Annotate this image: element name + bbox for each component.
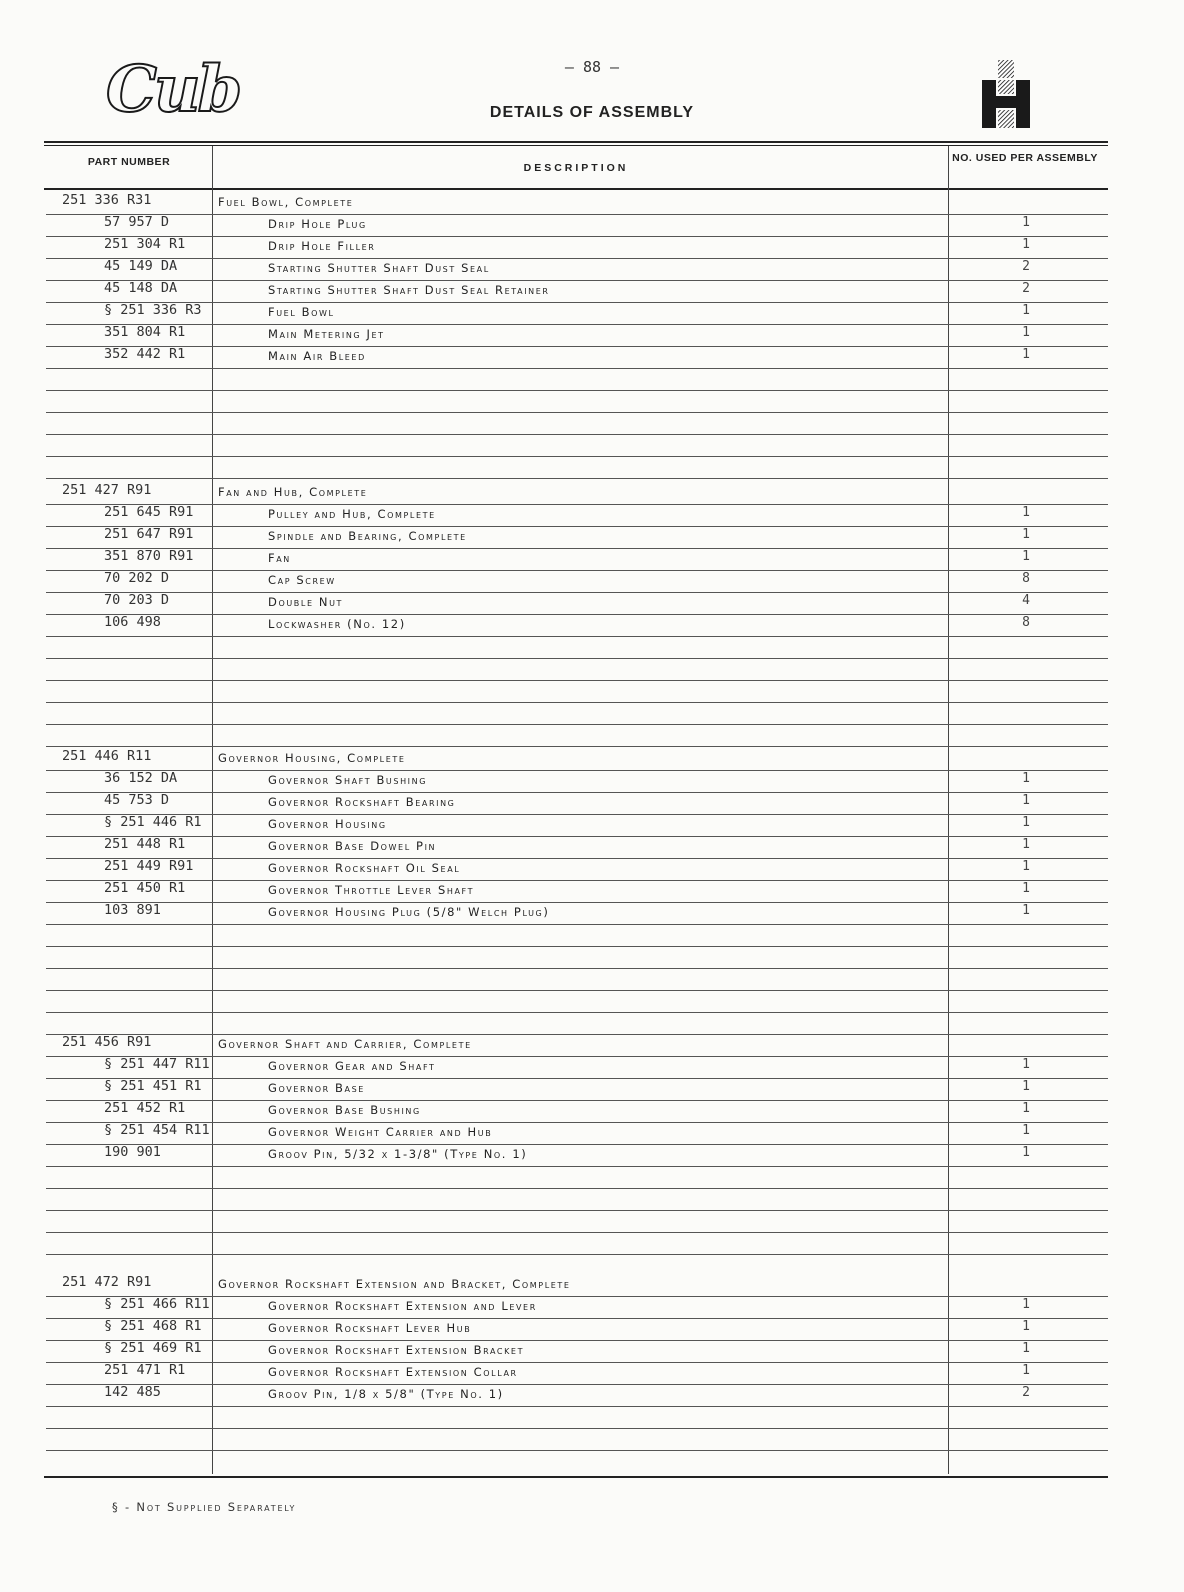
- table-row: [46, 570, 1108, 593]
- part-number: 251 449 R91: [104, 858, 194, 874]
- header-top-rule: [44, 141, 1108, 143]
- table-row: [46, 258, 1108, 281]
- part-number: 352 442 R1: [104, 346, 186, 362]
- part-description: Governor Housing Plug (5/8" Welch Plug): [268, 905, 550, 919]
- part-description: Governor Housing: [268, 817, 387, 831]
- part-description: Fuel Bowl, Complete: [218, 195, 354, 209]
- blank-row: [46, 924, 1108, 947]
- blank-row: [46, 946, 1108, 969]
- table-row: [46, 880, 1108, 903]
- part-number: 251 471 R1: [104, 1362, 186, 1378]
- part-description: Governor Base Dowel Pin: [268, 839, 437, 853]
- table-row: [46, 902, 1108, 925]
- part-number: § 251 446 R1: [104, 814, 202, 830]
- quantity-value: 1: [1022, 347, 1030, 362]
- part-number: 251 645 R91: [104, 504, 194, 520]
- table-row: [46, 770, 1108, 793]
- part-number: 351 870 R91: [104, 548, 194, 564]
- blank-row: [46, 702, 1108, 725]
- quantity-value: 8: [1022, 571, 1030, 586]
- part-number: 251 647 R91: [104, 526, 194, 542]
- quantity-value: 1: [1022, 325, 1030, 340]
- part-description: Fan: [268, 551, 291, 565]
- part-description: Governor Rockshaft Oil Seal: [268, 861, 461, 875]
- part-number: 351 804 R1: [104, 324, 186, 340]
- quantity-value: 1: [1022, 1101, 1030, 1116]
- part-number: 251 304 R1: [104, 236, 186, 252]
- part-description: Governor Shaft Bushing: [268, 773, 428, 787]
- table-row: [46, 324, 1108, 347]
- part-description: Governor Weight Carrier and Hub: [268, 1125, 493, 1139]
- table-row: [46, 302, 1108, 325]
- quantity-value: 1: [1022, 527, 1030, 542]
- table-row: [46, 548, 1108, 571]
- part-description: Cap Screw: [268, 573, 336, 587]
- assembly-header-row: [46, 748, 1108, 771]
- part-number: § 251 466 R11: [104, 1296, 210, 1312]
- blank-row: [46, 434, 1108, 457]
- part-description: Fuel Bowl: [268, 305, 335, 319]
- column-header-description: DESCRIPTION: [523, 162, 629, 174]
- table-row: [46, 858, 1108, 881]
- blank-row: [46, 968, 1108, 991]
- page-title: DETAILS OF ASSEMBLY: [489, 104, 695, 121]
- table-row: [46, 1340, 1108, 1363]
- assembly-header-row: [46, 192, 1108, 215]
- table-row: [46, 214, 1108, 237]
- assembly-header-row: [46, 1034, 1108, 1057]
- part-number: § 251 468 R1: [104, 1318, 202, 1334]
- part-description: Fan and Hub, Complete: [218, 485, 368, 499]
- quantity-value: 1: [1022, 1057, 1030, 1072]
- part-description: Governor Rockshaft Extension and Bracket, Complete: [218, 1277, 571, 1291]
- part-number: 70 202 D: [104, 570, 170, 586]
- blank-row: [46, 1012, 1108, 1035]
- part-description: Spindle and Bearing, Complete: [268, 529, 467, 543]
- part-description: Governor Shaft and Carrier, Complete: [218, 1037, 472, 1051]
- part-number: 251 452 R1: [104, 1100, 186, 1116]
- ih-brand-logo: [982, 60, 1030, 130]
- table-row: [46, 1056, 1108, 1079]
- table-row: [46, 1144, 1108, 1167]
- blank-row: [46, 456, 1108, 479]
- part-description: Governor Gear and Shaft: [268, 1059, 436, 1073]
- part-description: Drip Hole Filler: [268, 239, 376, 253]
- quantity-value: 4: [1022, 593, 1030, 608]
- quantity-value: 1: [1022, 549, 1030, 564]
- table-row: [46, 346, 1108, 369]
- part-number: 106 498: [104, 614, 161, 630]
- part-description: Starting Shutter Shaft Dust Seal Retainer: [268, 283, 550, 297]
- page-number: — 88 —: [564, 58, 620, 76]
- part-number: § 251 336 R3: [104, 302, 202, 318]
- part-description: Groov Pin, 1/8 x 5/8" (Type No. 1): [268, 1387, 504, 1401]
- blank-row: [46, 990, 1108, 1013]
- part-description: Pulley and Hub, Complete: [268, 507, 436, 521]
- blank-row: [46, 636, 1108, 659]
- part-number: 36 152 DA: [104, 770, 178, 786]
- blank-row: [46, 1406, 1108, 1429]
- quantity-value: 2: [1022, 259, 1030, 274]
- table-row: [46, 614, 1108, 637]
- part-number: 190 901: [104, 1144, 161, 1160]
- part-number: 251 427 R91: [62, 482, 152, 498]
- quantity-value: 1: [1022, 881, 1030, 896]
- part-description: Governor Rockshaft Bearing: [268, 795, 456, 809]
- part-number: 251 450 R1: [104, 880, 186, 896]
- quantity-value: 1: [1022, 1145, 1030, 1160]
- quantity-value: 1: [1022, 1341, 1030, 1356]
- quantity-value: 1: [1022, 903, 1030, 918]
- table-row: [46, 1100, 1108, 1123]
- blank-row: [46, 368, 1108, 391]
- table-row: [46, 526, 1108, 549]
- blank-row: [46, 1166, 1108, 1189]
- footnote: § - Not Supplied Separately: [112, 1500, 297, 1514]
- quantity-value: 1: [1022, 1297, 1030, 1312]
- quantity-value: 1: [1022, 1319, 1030, 1334]
- quantity-value: 1: [1022, 237, 1030, 252]
- cub-logo: Cub: [106, 52, 240, 127]
- column-header-part-number: PART NUMBER: [87, 156, 171, 168]
- part-number: 251 456 R91: [62, 1034, 152, 1050]
- part-number: 142 485: [104, 1384, 161, 1400]
- quantity-value: 2: [1022, 1385, 1030, 1400]
- table-row: [46, 836, 1108, 859]
- quantity-value: 1: [1022, 859, 1030, 874]
- table-row: [46, 1122, 1108, 1145]
- quantity-value: 1: [1022, 1079, 1030, 1094]
- quantity-value: 1: [1022, 771, 1030, 786]
- table-row: [46, 1384, 1108, 1407]
- table-row: [46, 236, 1108, 259]
- part-number: 57 957 D: [104, 214, 170, 230]
- part-number: § 251 454 R11: [104, 1122, 210, 1138]
- part-number: 45 753 D: [104, 792, 170, 808]
- table-row: [46, 814, 1108, 837]
- blank-row: [46, 390, 1108, 413]
- blank-row: [46, 1210, 1108, 1233]
- quantity-value: 1: [1022, 793, 1030, 808]
- part-number: 251 446 R11: [62, 748, 152, 764]
- part-number: § 251 469 R1: [104, 1340, 202, 1356]
- part-description: Double Nut: [268, 595, 344, 609]
- part-number: 103 891: [104, 902, 161, 918]
- blank-row: [46, 412, 1108, 435]
- quantity-value: 1: [1022, 1363, 1030, 1378]
- part-number: 251 448 R1: [104, 836, 186, 852]
- part-description: Governor Base Bushing: [268, 1103, 421, 1117]
- quantity-value: 1: [1022, 837, 1030, 852]
- part-description: Lockwasher (No. 12): [268, 617, 406, 631]
- quantity-value: 1: [1022, 815, 1030, 830]
- part-description: Governor Throttle Lever Shaft: [268, 883, 475, 897]
- part-number: 45 149 DA: [104, 258, 178, 274]
- quantity-value: 1: [1022, 215, 1030, 230]
- part-description: Governor Rockshaft Extension Bracket: [268, 1343, 525, 1357]
- table-row: [46, 1318, 1108, 1341]
- table-row: [46, 1362, 1108, 1385]
- table-row: [46, 592, 1108, 615]
- blank-row: [46, 658, 1108, 681]
- part-number: § 251 447 R11: [104, 1056, 210, 1072]
- table-row: [46, 504, 1108, 527]
- part-description: Starting Shutter Shaft Dust Seal: [268, 261, 490, 275]
- table-row: [46, 1078, 1108, 1101]
- part-description: Governor Rockshaft Lever Hub: [268, 1321, 472, 1335]
- blank-row: [46, 724, 1108, 747]
- part-number: § 251 451 R1: [104, 1078, 202, 1094]
- part-description: Governor Rockshaft Extension Collar: [268, 1365, 518, 1379]
- part-number: 251 472 R91: [62, 1274, 152, 1290]
- blank-row: [46, 1232, 1108, 1255]
- quantity-value: 1: [1022, 303, 1030, 318]
- column-header-quantity: NO. USED PER ASSEMBLY: [952, 152, 1098, 164]
- part-number: 251 336 R31: [62, 192, 152, 208]
- quantity-value: 2: [1022, 281, 1030, 296]
- part-description: Groov Pin, 5/32 x 1-3/8" (Type No. 1): [268, 1147, 528, 1161]
- table-bottom-rule: [44, 1476, 1108, 1478]
- part-description: Governor Rockshaft Extension and Lever: [268, 1299, 537, 1313]
- part-description: Main Metering Jet: [268, 327, 385, 341]
- part-number: 45 148 DA: [104, 280, 178, 296]
- table-row: [46, 1296, 1108, 1319]
- table-row: [46, 792, 1108, 815]
- part-description: Drip Hole Plug: [268, 217, 367, 231]
- part-number: 70 203 D: [104, 592, 170, 608]
- part-description: Main Air Bleed: [268, 349, 366, 363]
- blank-row: [46, 1188, 1108, 1211]
- quantity-value: 8: [1022, 615, 1030, 630]
- part-description: Governor Housing, Complete: [218, 751, 406, 765]
- assembly-header-row: [46, 482, 1108, 505]
- blank-row: [46, 680, 1108, 703]
- table-row: [46, 280, 1108, 303]
- quantity-value: 1: [1022, 505, 1030, 520]
- assembly-header-row: [46, 1274, 1108, 1297]
- quantity-value: 1: [1022, 1123, 1030, 1138]
- blank-row: [46, 1428, 1108, 1451]
- part-description: Governor Base: [268, 1081, 365, 1095]
